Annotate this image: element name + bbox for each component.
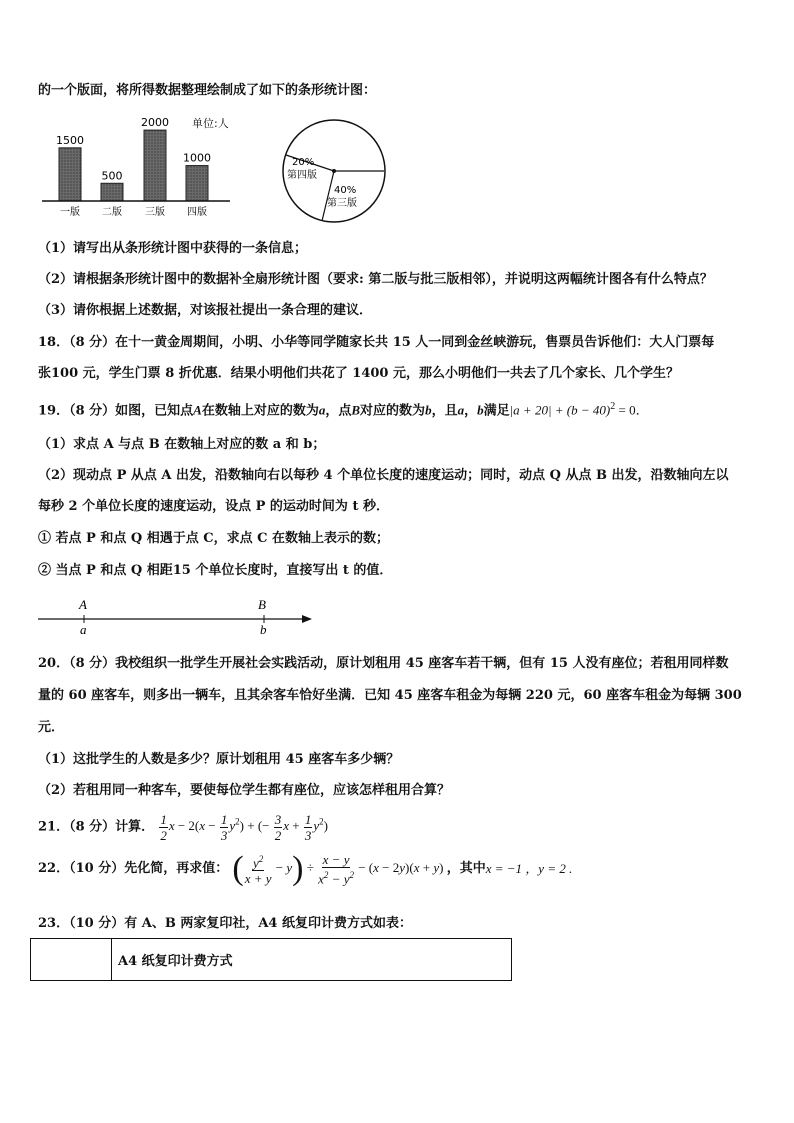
q23-table <box>30 938 512 981</box>
q19-line1: 19．（8 分）如图，已知点A在数轴上对应的数为a，点B对应的数为b，且a，b满足$|a + 20| + (b - 40)^2 = 0$． <box>38 401 649 419</box>
point-B-label: B <box>258 597 266 612</box>
q19-part1: （1）求点 A 与点 B 在数轴上对应的数 a 和 b； <box>38 437 326 452</box>
q19-case1: ① 若点 P 和点 Q 相遇于点 C，求点 C 在数轴上表示的数； <box>38 531 390 546</box>
bar-value-label-4: 1000 <box>183 151 211 165</box>
q19-part2b: 每秒 2 个单位长度的速度运动，设点 P 的运动时间为 t 秒． <box>38 499 389 514</box>
pie-label-3-percent: 40% <box>334 185 357 196</box>
table-row <box>31 939 512 981</box>
q19-case2: ② 当点 P 和点 Q 相距15 个单位长度时，直接写出 t 的值． <box>38 563 393 578</box>
q21-expr: $\frac{1}{2}$ x − 2(x − $\frac{1}{3}$ $y^2$) + (− $\frac{3}{2}$ x + $\frac{1}{3}$ $y^2$) <box>160 812 328 843</box>
q22-tail: ，其中 <box>446 861 486 877</box>
q22-line <box>38 852 572 896</box>
point-b-value: b <box>260 622 267 637</box>
point-A-label: A <box>79 597 87 612</box>
bar-category-label-1: 一版 <box>60 207 80 218</box>
q21-line <box>38 812 328 842</box>
pie-label-q: 第四版 <box>287 170 317 181</box>
q19-expr: |a + 20| + (b − 40) <box>509 402 611 418</box>
pie-center <box>332 169 336 173</box>
q20-line1: 20．（8 分）我校组织一批学生开展社会实践活动，原计划租用 45 座客车若干辆，但有 15 人没有座位；若租用同样数 <box>38 656 729 671</box>
bar-4 <box>186 166 208 201</box>
table-header-cell: A4 纸复印计费方式 <box>112 939 512 981</box>
bar-value-label-1: 1500 <box>56 133 84 147</box>
intro-text: 的一个版面，将所得数据整理绘制成了如下的条形统计图： <box>38 83 377 98</box>
bar-category-label-4: 四版 <box>187 207 207 218</box>
q22-head: 22．（10 分）先化简，再求值： <box>38 861 229 877</box>
q18-line2: 张100 元，学生门票 8 折优惠．结果小明他们共花了 1400 元，那么小明他们一共去了几个家长、几个学生？ <box>38 366 679 381</box>
q20-part1: （1）这批学生的人数是多少？原计划租用 45 座客车多少辆？ <box>38 752 400 767</box>
q17-part1: （1）请写出从条形统计图中获得的一条信息； <box>38 241 308 256</box>
q19-t3: 对应的数为 <box>360 403 426 419</box>
pie-label-3: 第三版 <box>327 198 357 209</box>
pie-chart <box>280 113 392 225</box>
bar-value-label-3: 2000 <box>141 116 169 130</box>
bar-category-label-2: 二版 <box>102 207 122 218</box>
q21-head: 21．（8 分）计算． <box>38 819 155 835</box>
q19-t2: ，点 <box>325 403 352 419</box>
bar-category-label-3: 三版 <box>145 207 165 218</box>
q19-t5: ， <box>464 403 478 419</box>
q20-line3: 元． <box>38 720 65 735</box>
point-a-value: a <box>80 622 87 637</box>
q22-cond: x = −1 ，y = 2 . <box>485 861 573 877</box>
q23-head: 23．（10 分）有 A、B 两家复印社，A4 纸复印计费方式如表： <box>38 916 412 931</box>
q19-t1: 在数轴上对应的数为 <box>201 403 319 419</box>
q19-t6: 满足 <box>483 403 510 419</box>
q19-head: 19．（8 分）如图，已知点 <box>38 403 194 419</box>
q20-part2: （2）若租用同一种客车，要使每位学生都有座位，应该怎样租用合算？ <box>38 783 451 798</box>
bar-1 <box>59 148 81 201</box>
table-cell-empty <box>31 939 112 981</box>
pie-label-q-percent: 20% <box>292 157 315 168</box>
q18-line1: 18．（8 分）在十一黄金周期间，小明、小华等同学随家长共 15 人一同到金丝峡游玩，售票员告诉他们：大人门票每 <box>38 335 715 350</box>
q19-part2a: （2）现动点 P 从点 A 出发，沿数轴向右以每秒 4 个单位长度的速度运动；同时，动点 Q 从点 B 出发，沿数轴向左以 <box>38 468 729 483</box>
q19-square: 2 <box>610 401 616 412</box>
q17-part3: （3）请你根据上述数据，对该报社提出一条合理的建议． <box>38 303 373 318</box>
q22-expr: ( $\frac{y^2}{x + y}$ − y) ÷ $\frac{x - y}{x^2 - y^2}$ − (x − 2y)(x + y) <box>232 850 447 888</box>
arrow-right-icon <box>302 615 312 623</box>
q17-part2: （2）请根据条形统计图中的数据补全扇形统计图（要求: 第二版与批三版相邻），并说明这两幅统计图各有什么特点？ <box>38 272 713 287</box>
q19-t4: ，且 <box>431 403 458 419</box>
bar-2 <box>101 183 123 201</box>
bar-chart <box>40 112 250 220</box>
q19-eq: = 0． <box>615 402 649 418</box>
bar-value-label-2: 500 <box>101 169 123 183</box>
q20-line2: 量的 60 座客车，则多出一辆车，且其余客车恰好坐满．已知 45 座客车租金为每辆 220 元，60 座客车租金为每辆 300 <box>38 688 742 703</box>
unit-label: 单位:人 <box>192 117 229 130</box>
bar-3 <box>144 130 166 201</box>
number-line <box>36 594 316 638</box>
pie-divider-3 <box>322 171 334 221</box>
